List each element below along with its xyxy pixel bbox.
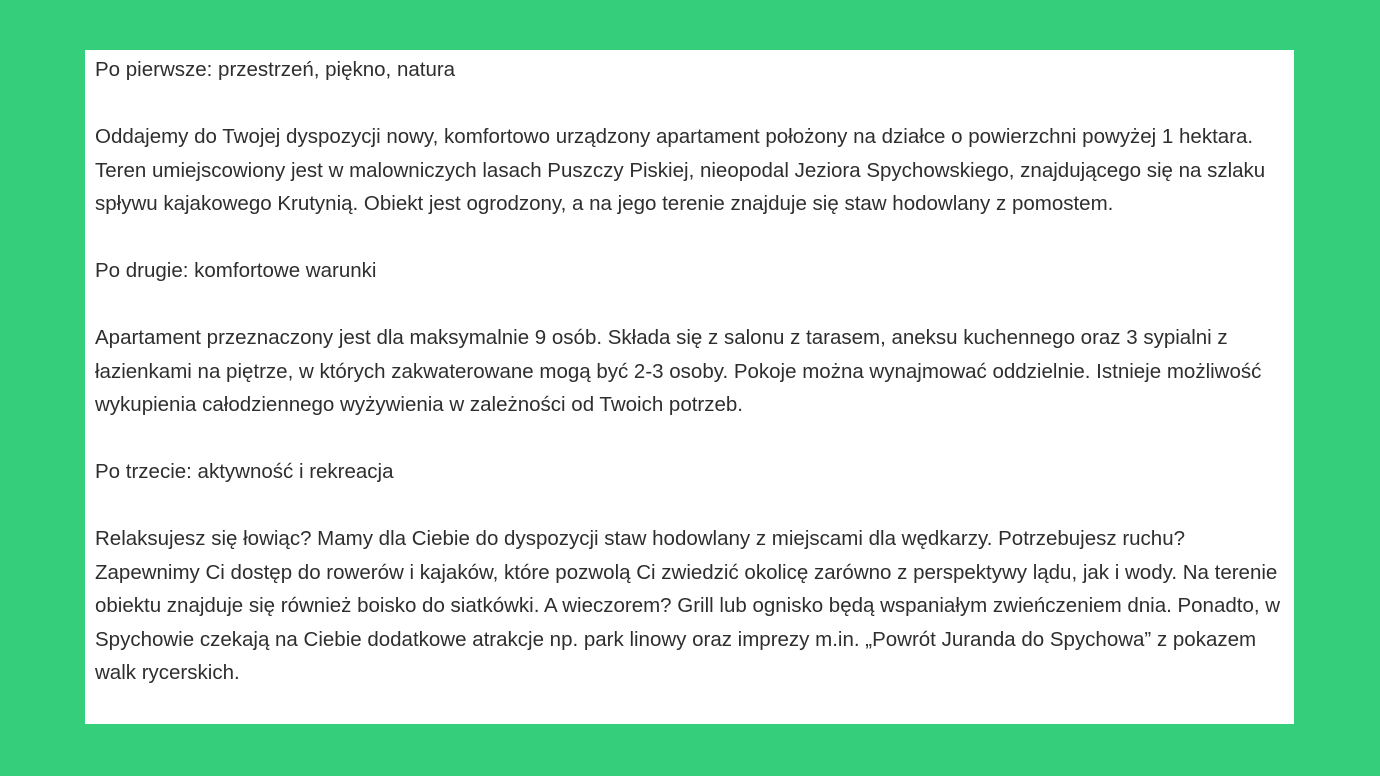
paragraph-spacer — [95, 288, 1284, 322]
paragraph-spacer — [95, 422, 1284, 456]
section-heading-activity-recreation: Po trzecie: aktywność i rekreacja — [95, 460, 394, 483]
section-heading-space-beauty-nature: Po pierwsze: przestrzeń, piękno, natura — [95, 58, 456, 81]
paragraph-activities: Relaksujesz się łowiąc? Mamy dla Ciebie do dyspozycji staw hodowlany z miejscami dla wędkarzy. Potrzebujesz ruchu? Zapewnimy Ci dostęp do rowerów i kajaków, które pozwolą Ci zwiedzić okolicę zarówno z perspektywy lądu, jak i wody. Na terenie obiektu znajduje się również boisko do siatkówki. A wieczorem? Grill lub ognisko będą wspaniałym zwieńczeniem dnia. Ponadto, w Spychowie czekają na Ciebie dodatkowe atrakcje np. park linowy oraz imprezy m.in. „Powrót Juranda do Spychowa” z pokazem walk rycerskich. — [95, 527, 1281, 684]
document-panel — [85, 50, 1294, 724]
paragraph-apartment-location: Oddajemy do Twojej dyspozycji nowy, komfortowo urządzony apartament położony na działce o powierzchni powyżej 1 hektara. Teren umiejscowiony jest w malowniczych lasach Puszczy Piskiej, nieopodal Jeziora Spychowskiego, znajdującego się na szlaku spływu kajakowego Krutynią. Obiekt jest ogrodzony, a na jego terenie znajduje się staw hodowlany z pomostem. — [95, 125, 1266, 215]
section-heading-comfort: Po drugie: komfortowe warunki — [95, 259, 377, 282]
paragraph-spacer — [95, 221, 1284, 255]
paragraph-apartment-capacity: Apartament przeznaczony jest dla maksymalnie 9 osób. Składa się z salonu z tarasem, aneksu kuchennego oraz 3 sypialni z łazienkami na piętrze, w których zakwaterowane mogą być 2-3 osoby. Pokoje można wynajmować oddzielnie. Istnieje możliwość wykupienia całodziennego wyżywienia w zależności od Twoich potrzeb. — [95, 326, 1262, 416]
paragraph-spacer — [95, 489, 1284, 523]
paragraph-spacer — [95, 87, 1284, 121]
